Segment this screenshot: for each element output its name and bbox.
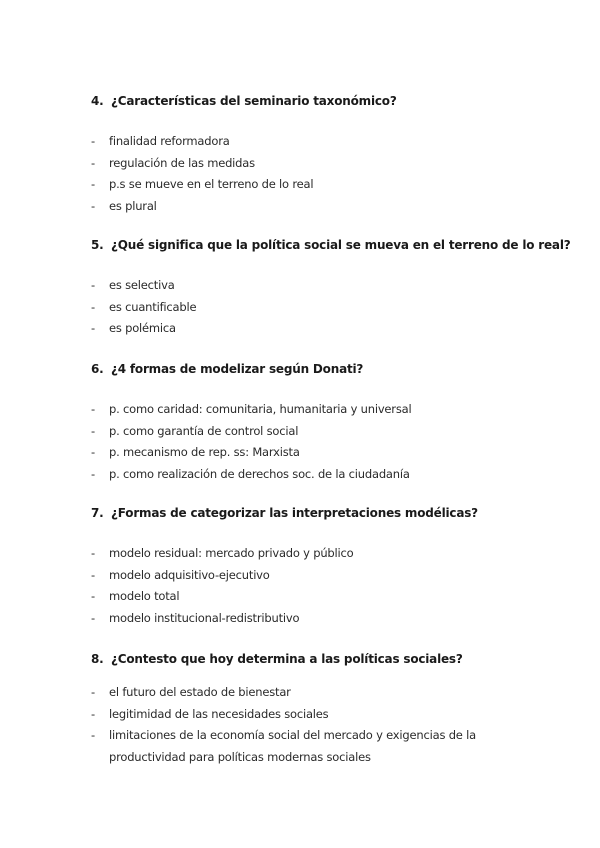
question-text: ¿Qué significa que la política social se mueva en el terreno de lo real?: [111, 238, 571, 252]
list-item: - es cuantificable: [91, 297, 511, 319]
list-item: - es plural: [91, 196, 511, 218]
question-number: 4.: [91, 94, 104, 108]
list-item: - p. como caridad: comunitaria, humanitaria y universal: [91, 399, 511, 421]
answer-list: [91, 275, 511, 340]
question-text: ¿Formas de categorizar las interpretaciones modélicas?: [111, 506, 478, 520]
question-heading: [91, 361, 363, 377]
question-text: ¿4 formas de modelizar según Donati?: [111, 362, 364, 376]
list-item: - regulación de las medidas: [91, 153, 511, 175]
list-item: - p. como garantía de control social: [91, 421, 511, 443]
list-item: - modelo total: [91, 586, 511, 608]
question-heading: [91, 651, 463, 667]
list-item: - es selectiva: [91, 275, 511, 297]
list-item: - es polémica: [91, 318, 511, 340]
question-heading: [91, 93, 397, 109]
question-text: ¿Características del seminario taxonómico?: [111, 94, 397, 108]
list-item: - modelo adquisitivo-ejecutivo: [91, 565, 511, 587]
question-heading: [91, 505, 478, 521]
list-item: - limitaciones de la economía social del mercado y exigencias de la productividad para políticas modernas sociales: [91, 725, 511, 768]
list-item: - modelo institucional-redistributivo: [91, 608, 511, 630]
question-number: 8.: [91, 652, 104, 666]
answer-list: [91, 399, 511, 485]
question-number: 7.: [91, 506, 104, 520]
list-item: - p. como realización de derechos soc. de la ciudadanía: [91, 464, 511, 486]
list-item: - p. mecanismo de rep. ss: Marxista: [91, 442, 511, 464]
list-item: - el futuro del estado de bienestar: [91, 682, 511, 704]
answer-list: [91, 682, 511, 768]
list-item: - legitimidad de las necesidades sociales: [91, 704, 511, 726]
answer-list: [91, 131, 511, 217]
question-number: 6.: [91, 362, 104, 376]
question-text: ¿Contesto que hoy determina a las políticas sociales?: [111, 652, 463, 666]
list-item: - p.s se mueve en el terreno de lo real: [91, 174, 511, 196]
question-number: 5.: [91, 238, 104, 252]
question-heading: [91, 237, 571, 253]
list-item: - finalidad reformadora: [91, 131, 511, 153]
answer-list: [91, 543, 511, 629]
list-item: - modelo residual: mercado privado y público: [91, 543, 511, 565]
